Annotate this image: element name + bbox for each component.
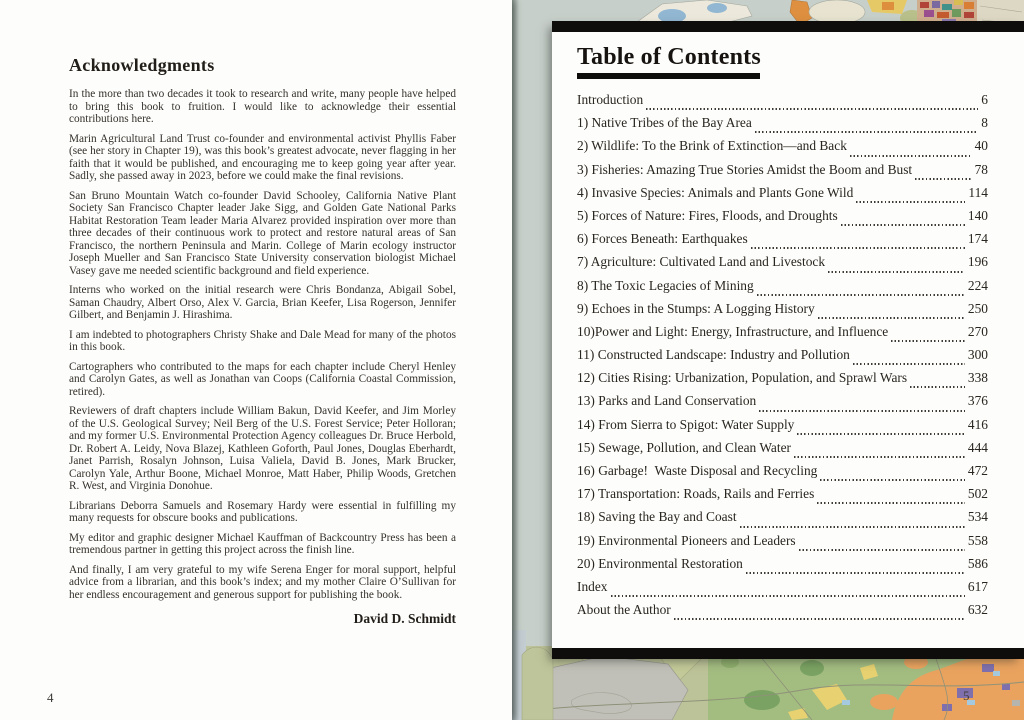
toc-entry-page-number: 338 (967, 370, 988, 386)
toc-entry (577, 208, 988, 231)
toc-entry-page-number: 632 (967, 602, 988, 618)
toc-entry-label: 16) Garbage! Waste Disposal and Recycling (577, 463, 818, 478)
toc-entry-label: 19) Environmental Pioneers and Leaders (577, 532, 796, 548)
toc-dot-leader (794, 456, 965, 458)
toc-entry-label: 13) Parks and Land Conservation (577, 393, 757, 409)
toc-entry-label: 14) From Sierra to Spigot: Water Supply (577, 416, 795, 432)
acknowledgments-paragraph: Interns who worked on the initial research were Chris Bondanza, Abigail Sobel, Saman Chaudry, Albert Orso, Alex V. Garcia, Brian Keefer, Lisa Rogerson, Jennifer Gilbert, and Benjamin J. Hirashima. (69, 284, 456, 321)
acknowledgments-paragraph: Marin Agricultural Land Trust co-founder and environmental activist Phyllis Faber (see her story in Chapter 19), was this book’s greatest advocate, never flagging in her faith that it would be published, and encouraging me to keep going year after year. Sadly, she passed away in 2023, before we could make the final revisions. (69, 132, 456, 182)
left-page-number: 4 (47, 690, 54, 705)
acknowledgments-paragraph: In the more than two decades it took to research and write, many people have helped to bring this book to fruition. I would like to acknowledge their essential contributions here. (69, 88, 456, 125)
acknowledgments-paragraphs (69, 88, 456, 601)
toc-entry (577, 347, 988, 370)
toc-list (577, 92, 988, 625)
toc-entry-label: About the Author (577, 602, 671, 618)
toc-entry-label: 7) Agriculture: Cultivated Land and Livestock (577, 254, 826, 270)
toc-dot-leader (841, 224, 965, 226)
acknowledgments-paragraph: Cartographers who contributed to the maps for each chapter include Cheryl Henley and Carolyn Gates, as well as Jonathan van Coops (California Coastal Commission, retired). (69, 360, 456, 398)
toc-entry-label: 9) Echoes in the Stumps: A Logging History (577, 300, 815, 316)
toc-entry (577, 278, 988, 301)
acknowledgments-paragraph: San Bruno Mountain Watch co-founder David Schooley, California Native Plant Society San Francisco Chapter leader Jake Sigg, and Golden Gate National Parks Habitat Restoration Team leader Maria Alvarez provided inspiration over more than three decades of their continuous work to protect and restore natural areas of San Francisco, the northern Peninsula and Marin. College of Marin ecology instructor Joseph Mueller and San Francisco State University conservation biologist Michael Vasey gave me needed scientific background and field experience. (69, 189, 456, 277)
toc-entry-label: 15) Sewage, Pollution, and Clean Water (577, 439, 791, 455)
toc-entry (577, 509, 988, 532)
author-signature: David D. Schmidt (353, 611, 456, 626)
toc-dot-leader (915, 178, 971, 180)
toc-entry-page-number: 8 (981, 115, 988, 131)
toc-entry-page-number: 300 (967, 347, 988, 363)
toc-dot-leader (674, 618, 965, 620)
toc-dot-leader (820, 479, 965, 481)
toc-entry-label: 3) Fisheries: Amazing True Stories Amidst the Boom and Bust (577, 161, 913, 177)
toc-entry-page-number: 196 (967, 254, 988, 270)
toc-entry-label: 11) Constructed Landscape: Industry and Pollution (577, 347, 850, 363)
table-of-contents-page (552, 21, 1024, 659)
acknowledgments-paragraph: Reviewers of draft chapters include William Bakun, David Keefer, and Jim Morley of the U.S. Geological Survey; Neil Berg of the U.S. Forest Service; Peter Holloran; and my former U.S. Environmental Protection Agency colleagues Dr. Bruce Herbold, Dr. Robert A. Leidy, Nova Blazej, Kathleen Goforth, Paul Jones, Douglas Eberhardt, Janet Parrish, Rosalyn Johnson, Luisa Valiela, David B. Jones, Mark Brucker, Carolyn Yale, Arthur Boone, Michael Monroe, Matt Haber, Philip Woods, Gretchen R. West, and Virginia Donohue. (69, 405, 456, 492)
toc-entry-page-number: 6 (981, 92, 988, 107)
acknowledgments-paragraph: My editor and graphic designer Michael Kauffman of Backcountry Press has been a tremendous partner in getting this project across the finish line. (69, 531, 456, 556)
acknowledgments-paragraph: I am indebted to photographers Christy Shake and Dale Mead for many of the photos in this book. (69, 328, 456, 353)
toc-entry-page-number: 78 (974, 161, 988, 177)
toc-entry (577, 115, 988, 138)
toc-entry-label: 10)Power and Light: Energy, Infrastructure, and Influence (577, 323, 889, 339)
toc-dot-leader (759, 410, 965, 412)
toc-entry-label: 1) Native Tribes of the Bay Area (577, 115, 752, 131)
toc-dot-leader (853, 363, 965, 365)
toc-entry-page-number: 502 (967, 486, 988, 502)
toc-dot-leader (818, 317, 965, 319)
right-page-number: 5 (963, 688, 970, 703)
toc-dot-leader (611, 595, 965, 597)
toc-entry (577, 556, 988, 579)
toc-entry-page-number: 174 (967, 231, 988, 247)
top-black-bar (552, 21, 1024, 32)
toc-dot-leader (797, 433, 965, 435)
acknowledgments-paragraph: And finally, I am very grateful to my wife Serena Enger for moral support, helpful advice from a librarian, and this book’s index; and my mother Claire O’Sullivan for her endless encouragement and generous support for publishing the book. (69, 563, 456, 601)
bottom-black-bar (552, 648, 1024, 659)
toc-entry-page-number: 114 (968, 184, 988, 200)
toc-entry (577, 602, 988, 625)
toc-dot-leader (740, 526, 965, 528)
toc-entry-page-number: 444 (967, 439, 988, 455)
toc-entry-page-number: 250 (967, 300, 988, 316)
toc-entry-label: 18) Saving the Bay and Coast (577, 509, 737, 525)
toc-dot-leader (850, 155, 972, 157)
toc-entry-page-number: 586 (967, 555, 988, 571)
toc-entry (577, 393, 988, 416)
toc-entry-label: 8) The Toxic Legacies of Mining (577, 277, 754, 293)
toc-entry-page-number: 40 (974, 138, 988, 154)
toc-entry (577, 92, 988, 115)
toc-dot-leader (828, 271, 965, 273)
toc-dot-leader (817, 502, 965, 504)
toc-entry-label: Introduction (577, 92, 644, 107)
toc-entry (577, 301, 988, 324)
toc-entry (577, 440, 988, 463)
toc-entry-label: 2) Wildlife: To the Brink of Extinction—and Back (577, 138, 847, 154)
toc-entry (577, 138, 988, 161)
toc-entry-label: 20) Environmental Restoration (577, 555, 743, 571)
toc-dot-leader (910, 386, 965, 388)
toc-entry (577, 579, 988, 602)
toc-entry (577, 231, 988, 254)
toc-entry (577, 370, 988, 393)
toc-dot-leader (746, 572, 965, 574)
toc-entry (577, 254, 988, 277)
toc-entry-label: Index (577, 578, 608, 594)
toc-dot-leader (799, 549, 965, 551)
toc-entry-page-number: 376 (967, 393, 988, 409)
toc-entry-page-number: 224 (967, 277, 988, 293)
toc-dot-leader (755, 131, 979, 133)
acknowledgments-heading: Acknowledgments (69, 55, 215, 75)
toc-entry-label: 12) Cities Rising: Urbanization, Population, and Sprawl Wars (577, 370, 908, 386)
toc-entry-page-number: 472 (967, 463, 988, 478)
toc-entry-page-number: 558 (967, 532, 988, 548)
toc-entry-label: 4) Invasive Species: Animals and Plants Gone Wild (577, 184, 854, 200)
toc-entry-page-number: 534 (967, 509, 988, 525)
toc-entry (577, 324, 988, 347)
toc-entry-label: 17) Transportation: Roads, Rails and Ferries (577, 486, 815, 502)
toc-entry-label: 5) Forces of Nature: Fires, Floods, and Droughts (577, 207, 838, 223)
toc-entry (577, 463, 988, 486)
toc-entry (577, 533, 988, 556)
toc-entry-label: 6) Forces Beneath: Earthquakes (577, 231, 748, 247)
toc-entry (577, 185, 988, 208)
acknowledgments-content (69, 55, 456, 627)
toc-dot-leader (751, 247, 965, 249)
toc-entry-page-number: 416 (967, 416, 988, 432)
toc-content (552, 32, 1024, 625)
toc-entry (577, 162, 988, 185)
toc-entry (577, 486, 988, 509)
toc-title: Table of Contents (577, 44, 761, 70)
acknowledgments-paragraph: Librarians Deborra Samuels and Rosemary Hardy were essential in fulfilling my many requests for obscure books and publications. (69, 499, 456, 524)
toc-title-underline (577, 73, 760, 79)
toc-dot-leader (891, 340, 965, 342)
toc-entry-page-number: 270 (967, 323, 988, 339)
toc-entry (577, 417, 988, 440)
toc-dot-leader (856, 201, 965, 203)
toc-entry-page-number: 617 (967, 578, 988, 594)
toc-entry-page-number: 140 (967, 207, 988, 223)
toc-dot-leader (646, 108, 978, 110)
toc-dot-leader (757, 294, 965, 296)
